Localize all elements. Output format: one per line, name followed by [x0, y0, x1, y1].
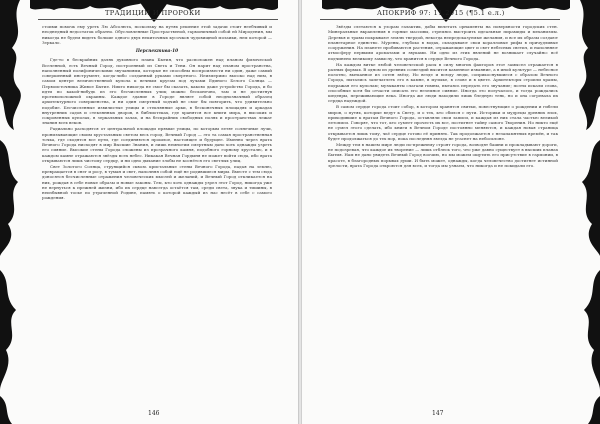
right-header-rule	[320, 19, 560, 20]
right-page-number: 147	[432, 410, 444, 417]
left-paragraph: Где-то в бескрайних далях духовного плана Бытия, что расположен над планом физической Вселенной, есть Вечный Город, построенный из Света и Тени. Он парит над планом пространства, наполненный полифоническими звучаниями, которые не способны воспроизвести ни один, даже самый совершенный инструмент, когда-либо созданный руками смертного. Неизмеримо высоко над ним, в самом центре величественной купола к вечным кругам под лучами Единого Белого Солнца — Первоисточника Живое Бытие. Никто никогда не смог бы сказать, каково даже устройство Города, и бо идти по какой-нибудь из его бесчисленных улиц можно бесконечно, там и не достигнув противоположной окраины. Каждое здание в Городе являет собой неоднозначный образец архитектурного совершенства, и ни один смертный зодчий не смог бы повторить, что удивительно подобие. Бесчисленные извилистые улицы и стеклянные арки, в бесконечных площадях и аркадах внутренних садов и стеклянных дворов, в библиотеках, где хранятся все книги мира, в высоких и сокровенных куполах, в зеркальных залах, и на бескрайних свободных полях и пространствах лежат знания всех веков.	[42, 57, 272, 126]
right-body-text	[328, 24, 558, 169]
right-paragraph: Между тем в нашем мире люди по-прежнему строят города, возводят башни и прокладывают дороги, не подозревая, что каждое их творение — лишь отблеск того, что уже давно существует в высших планах Бытия. Нам не дано увидеть Вечный Город воочию, но мы можем ощутить его присутствие в гармонии, в красоте, в благородных порывах души. И быть может, однажды, когда человечество достигнет истинной зрелости, врата Города откроются для всех, и тогда мы узнаем, что никогда и не покидали его.	[328, 141, 558, 168]
right-side-ornament	[568, 0, 600, 424]
left-body-text	[42, 24, 272, 201]
right-page	[302, 0, 600, 424]
right-running-header: АПОКРИФ 97: 11.2015 (¶5.1 е.л.)	[377, 9, 505, 17]
left-running-header: ТРАДИЦИИ И ПРОРОКИ	[105, 9, 201, 17]
left-paragraph: Радиально расходятся от центральной площади прямые улицы, по которым летят солнечные лучи, пронизывающие своим хрустальным светом весь город. Вечный Город — это та самая пространственная точка, где сходятся все пути, где соединяются прошлое, настоящее и будущее. Именно через врата Вечного Города нисходят в мир Высшие Знания, и лишь немногим смертным дано хоть однажды узреть его сияние. Высокие стены Города сложены из прозрачного камня, подобного горному хрусталю, и в каждом камне отражаются звёзды всех небес. Никакая Вечная Гордыня не может войти сюда, ибо врата открываются лишь чистому сердцу, и ни одно дыхание злобы не коснётся его светлых улиц.	[42, 126, 272, 163]
left-paragraph: Свет Золотого Солнца, струящийся сквозь кристальные стены Вечного Города, падая на землю, превращается в снег и росу, в туман и свет, наполняя собой ещё не родившиеся миры. Вместе с тем сюда доносятся бесчисленные отражения человеческих мыслей и желаний, и Вечный Город откликается на них, рождая в себе новые образы и новые законы. Тем, кто хоть однажды узрел этот Город, никогда уже не вернуться к прежней жизни, ибо их сердце навсегда остаётся там, среди света, звука и тишины, в неизбывной тоске по утраченной Родине, память о которой каждый из нас несёт в себе с самого рождения.	[42, 163, 272, 201]
left-side-ornament	[0, 0, 32, 424]
left-page-number: 146	[148, 410, 160, 417]
right-paragraph: На каждом витке любой человеческой расы в силу многих факторов этот замысел отражается в разных формах. В одном из древних созвездий высится каменное изваяние, а в иной культуре — небесное полотно, вытканное из сотен звёзд. Но везде и всюду люди, соприкоснувшиеся с образом Вечного Города, пытались запечатлеть его в камне, в музыке, в слове и в цвете. Архитекторы строили храмы, подражая его куполам; музыканты слагали гимны, пытаясь передать его звучание; поэты искали слова, способные хотя бы отчасти описать его неземное сияние. Иногда это получалось, и тогда рождались шедевры, переживающие века. Иногда же люди находили лишь бледную тень, но и она согревала их сердца надеждой.	[328, 61, 558, 104]
left-page	[0, 0, 298, 424]
section-subhead: Перспектива-10	[135, 49, 179, 54]
right-paragraph: Звёзды слетаются к узорам галактик, дабы вплетать орнаменты на поверхности городских стен. Минеральные вкрапления в горные массивы, стремясь выстроить идеальные пирамиды и механизмы. Деревья и травы покрывают землю твердой, некогда непредсказуемые желания, и все их образы создают планетарное единство. Мурены, глубоко в водах, складывают свои коралловые рифы в причудливые сооружения. На планете пробиваются растения, отражающие цвет и свет небесных светил, и наполняют атмосферу первыми ароматами и звуками. Ни одно из этих явлений не возникает случайно: всё подчинено великому замыслу, что хранится в сердце Вечного Города.	[328, 24, 558, 61]
left-header-rule	[38, 19, 278, 20]
right-paragraph: В самом сердце города стоит собор, в котором хранятся свитки, повествующие о рождении и гибели миров, о путях, которые ведут к Свету, и о тех, кто сбился с пути. Историки и мудрецы древних эпох, приходившие к вратам Вечного Города, оставляли свои записи, и каждая из них стала частью великой летописи. Говорят, что тот, кто сумеет прочесть их все, постигнет тайну самого Творения. Но никто ещё не сумел этого сделать, ибо книги в Вечном Городе постоянно меняются, и каждая новая страница открывается лишь тому, чьё сердце готово её принять. Так продолжается с незапамятных времён, и так будет продолжаться до тех пор, пока последняя звезда не угаснет на небосклоне.	[328, 104, 558, 141]
left-intro-paragraph: стоими помочь ему уреть Лю Абсолюта, поскольку на путях решение этой задачи стоит неебчивый и неоднедный недостаток обратно. Обусловленные Простраственой, гармоничный собой ей Миродения, мы никогда не будем видеть больше одного двух некиточных кусочков чудовищной мозаики, нем которой — Зеркало.	[42, 24, 272, 45]
